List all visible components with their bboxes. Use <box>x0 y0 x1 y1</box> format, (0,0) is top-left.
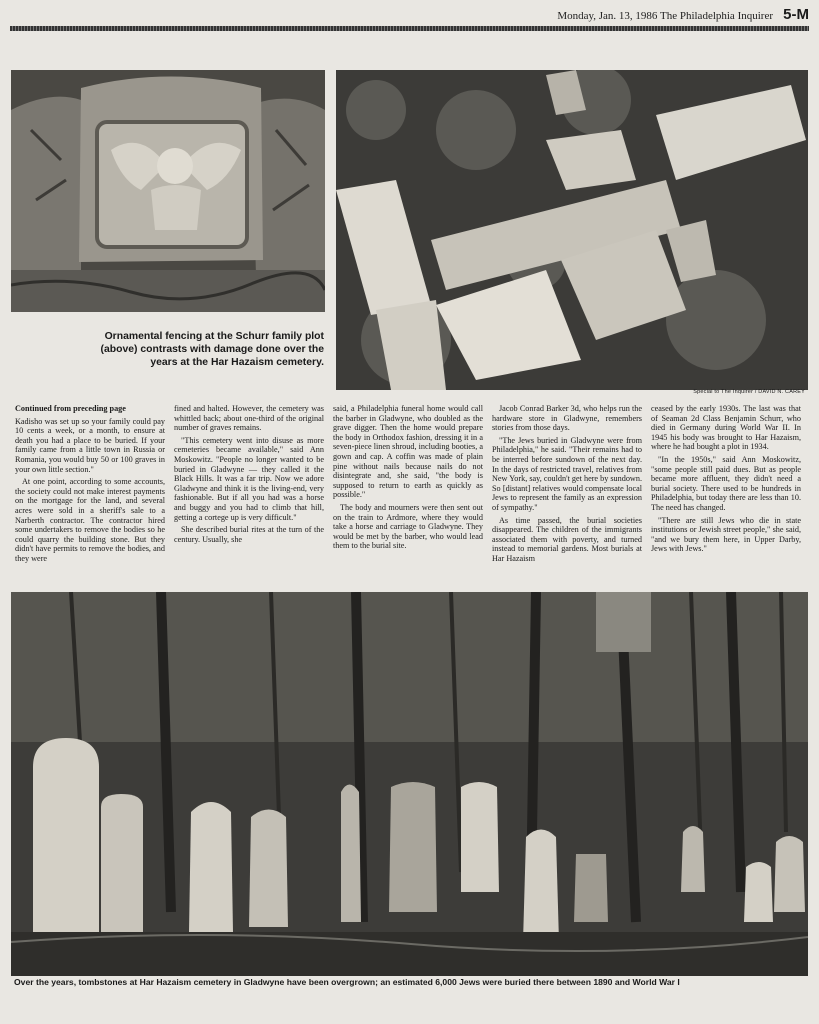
article-paragraph: She described burial rites at the turn of the century. Usually, she <box>174 525 324 544</box>
continued-kicker: Continued from preceding page <box>15 404 126 413</box>
angel-relief-photo <box>11 70 325 312</box>
article-paragraph: said, a Philadelphia funeral home would call the barber in Gladwyne, who doubled as the grave digger. Then the home would prepare the body in Orthodox fashion, dressing it in a seven-piece linen shroud, including booties, a gown and cap. A coffin was made of plain pine without nails because nails do not disintegrate and, she said, "the body is supposed to return to earth as quickly as possible." <box>333 404 483 500</box>
broken-tombstones-photo <box>336 70 808 390</box>
top-photo-caption: Ornamental fencing at the Schurr family plot (above) contrasts with damage done over the years at the Har Hazaism cemetery. <box>100 331 324 368</box>
article-paragraph: ceased by the early 1930s. The last was that of Seaman 2d Class Benjamin Schurr, who died in Germany during World War II. In 1945 his body was brought to Har Hazaism, where he had bought a plot in 1934. <box>651 404 801 452</box>
bottom-photo-caption: Over the years, tombstones at Har Hazaism cemetery in Gladwyne have been overgrown; an estimated 6,000 Jews were buried there between 1890 and World War I <box>14 977 680 987</box>
article-paragraph: "There are still Jews who die in state institutions or Jewish street people," she said, "and we bury them here, in Upper Darby, Jews with Jews." <box>651 515 801 554</box>
overgrown-cemetery-photo <box>11 592 808 976</box>
article-paragraph: The body and mourners were then sent out on the train to Ardmore, where they would take a horse and carriage to Gladwyne. They would be met by the barber, who would lead them to the burial site. <box>333 502 483 551</box>
article-paragraph: At one point, according to some accounts, the society could not make interest payments on the mortgage for the land, and several acres were sold in a sheriff's sale to a Narberth contractor. The contractor hired some undertakers to remove the bodies so he could quarry the building stone. But they didn't have permits to remove the bodies, and they were <box>15 477 165 563</box>
article-paragraph: "This cemetery went into disuse as more cemeteries became available," said Ann Moskowitz. "People no longer wanted to be buried in Gladwyne — they called it the Black Hills. It was a far trip. Now we adore Gladwyne and think it is the living-end, very fashionable. But if all you had was a horse and buggy and you had to climb that hill, getting a cortege up is very difficult." <box>174 435 324 522</box>
dateline: Monday, Jan. 13, 1986 The Philadelphia Inquirer <box>557 10 773 22</box>
article-paragraph: Jacob Conrad Barker 3d, who helps run the hardware store in Gladwyne, remembers stories from those days. <box>492 404 642 433</box>
photo-credit: Special to The Inquirer / DAVID N. CAREY <box>693 389 805 395</box>
article-paragraph: "In the 1950s," said Ann Moskowitz, "some people still paid dues. But as people became more affluent, they didn't need a burial society. There used to be hundreds in Philadelphia, but today there are less than 10. The need has changed. <box>651 454 801 512</box>
article-column-4 <box>492 404 642 586</box>
article-column-2 <box>174 404 324 586</box>
article-column-5 <box>651 404 801 586</box>
page-number: 5-M <box>783 6 809 23</box>
page-header <box>10 6 809 28</box>
header-rule <box>10 26 809 31</box>
article-paragraph: As time passed, the burial societies disappeared. The children of the immigrants associated them with poverty, and turned instead to memorial gardens. Most burials at Har Hazaism <box>492 515 642 563</box>
article-column-1 <box>15 404 165 586</box>
article-column-3 <box>333 404 483 586</box>
article-paragraph: Kadisho was set up so your family could pay 10 cents a week, or a month, to ensure at death you had a place to be buried. If your family came from a little town in Russia or Romania, you would buy 50 or 100 graves in your own little section." <box>15 416 165 474</box>
article-paragraph: "The Jews buried in Gladwyne were from Philadelphia," he said. "Their remains had to be interred before sundown of the next day. In the days of restricted travel, relatives from New York, say, couldn't get here by sundown. So [distant] relatives would compensate local Jews to represent the family as an expression of sympathy." <box>492 435 642 512</box>
article-body <box>15 404 810 586</box>
article-paragraph: fined and halted. However, the cemetery was whittled back; about one-third of the original number of graves remains. <box>174 404 324 433</box>
